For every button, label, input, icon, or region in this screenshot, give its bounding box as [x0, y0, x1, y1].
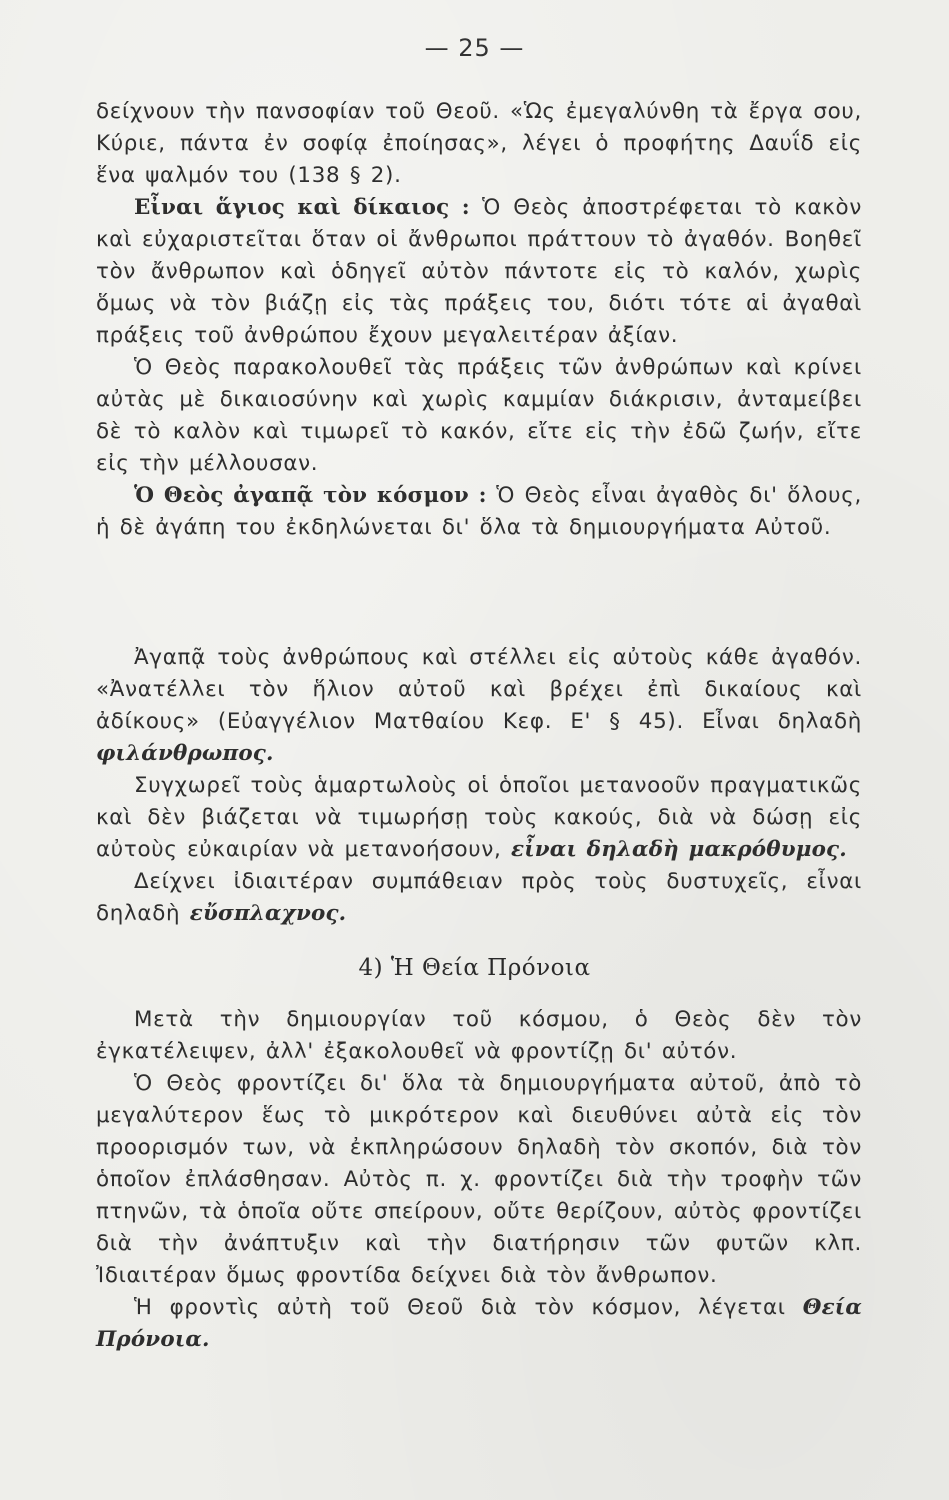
paragraph-heading: Εἶναι ἅγιος καὶ δίκαιος :: [134, 195, 470, 220]
paragraph: [96, 1004, 862, 1068]
paragraph: [96, 96, 862, 192]
paragraph: [96, 1068, 862, 1292]
emphasis-term: εἶναι δηλαδὴ μακρόθυμος.: [510, 837, 847, 862]
paragraph-text: Ὁ Θεὸς εἶναι ἀγαθὸς δι' ὅλους, ἡ δὲ ἀγάπη του ἐκδηλώνεται δι' ὅλα τὰ δημιουργήματα Αὐτοῦ.: [96, 483, 862, 540]
emphasis-term: Θεία Πρόνοια.: [96, 1295, 862, 1352]
paragraph-heading: Ὁ Θεὸς ἀγαπᾷ τὸν κόσμον :: [134, 483, 487, 508]
paragraph-text: Ὁ Θεὸς φροντίζει δι' ὅλα τὰ δημιουργήματα αὐτοῦ, ἀπὸ τὸ μεγαλύτερον ἕως τὸ μικρότερον καὶ διευθύνει αὐτὰ εἰς τὸν προορισμόν των, νὰ ἐκπληρώσουν δηλαδὴ τὸν σκοπόν, διὰ τὸν ὁποῖον ἐπλάσθησαν. Αὐτὸς π. χ. φροντίζει διὰ τὴν τροφὴν τῶν πτηνῶν, τὰ ὁποῖα οὔτε σπείρουν, οὔτε θερίζουν, αὐτὸς φροντίζει διὰ τὴν ἀνάπτυξιν καὶ τὴν διατήρησιν τῶν φυτῶν κλπ. Ἰδιαιτέραν ὅμως φροντίδα δείχνει διὰ τὸν ἄνθρωπον.: [96, 1071, 862, 1288]
text-block-bottom: [96, 1004, 862, 1356]
paragraph-text: Συγχωρεῖ τοὺς ἁμαρτωλοὺς οἱ ὁποῖοι μετανοοῦν πραγματικῶς καὶ δὲν βιάζεται νὰ τιμωρήσῃ τοὺς κακούς, διὰ νὰ δώσῃ εἰς αὐτοὺς εὐκαιρίαν νὰ μετανοήσουν,: [96, 773, 862, 862]
paragraph: [96, 770, 862, 866]
text-block-middle: [96, 642, 862, 930]
paragraph: [96, 192, 862, 352]
paragraph-text: Ὁ Θεὸς ἀποστρέφεται τὸ κακὸν καὶ εὐχαριστεῖται ὅταν οἱ ἄνθρωποι πράττουν τὸ ἀγαθόν. Βοηθεῖ τὸν ἄνθρωπον καὶ ὁδηγεῖ αὐτὸν πάντοτε εἰς τὸ καλόν, χωρὶς ὅμως νὰ τὸν βιάζῃ εἰς τὰς πράξεις του, διότι τότε αἱ ἀγαθαὶ πράξεις τοῦ ἀνθρώπου ἔχουν μεγαλειτέραν ἀξίαν.: [96, 195, 862, 348]
emphasis-term: φιλάνθρωπος.: [96, 741, 274, 766]
paragraph-text: Ἀγαπᾷ τοὺς ἀνθρώπους καὶ στέλλει εἰς αὐτοὺς κάθε ἀγαθόν. «Ἀνατέλλει τὸν ἥλιον αὐτοῦ καὶ βρέχει ἐπὶ δικαίους καὶ ἀδίκους» (Εὐαγγέλιον Ματθαίου Κεφ. Ε' § 45). Εἶναι δηλαδὴ: [96, 645, 862, 734]
paragraph-text: Ὁ Θεὸς παρακολουθεῖ τὰς πράξεις τῶν ἀνθρώπων καὶ κρίνει αὐτὰς μὲ δικαιοσύνην καὶ χωρὶς καμμίαν διάκρισιν, ἀνταμείβει δὲ τὸ καλὸν καὶ τιμωρεῖ τὸ κακόν, εἴτε εἰς τὴν ἐδῶ ζωήν, εἴτε εἰς τὴν μέλλουσαν.: [96, 355, 862, 476]
paragraph: [96, 642, 862, 770]
text-block-top: [96, 96, 862, 544]
paragraph: [96, 866, 862, 930]
paragraph-text: Ἡ φροντὶς αὐτὴ τοῦ Θεοῦ διὰ τὸν κόσμον, λέγεται: [134, 1295, 803, 1320]
paragraph: [96, 352, 862, 480]
paragraph-text: Μετὰ τὴν δημιουργίαν τοῦ κόσμου, ὁ Θεὸς δὲν τὸν ἐγκατέλειψεν, ἀλλ' ἐξακολουθεῖ νὰ φροντίζῃ δι' αὐτόν.: [96, 1007, 862, 1064]
emphasis-term: εὔσπλαχνος.: [189, 901, 347, 926]
section-heading: 4) Ἡ Θεία Πρόνοια: [358, 955, 591, 981]
paragraph: [96, 480, 862, 544]
paragraph: [96, 1292, 862, 1356]
paragraph-text: δείχνουν τὴν πανσοφίαν τοῦ Θεοῦ. «Ὡς ἐμεγαλύνθη τὰ ἔργα σου, Κύριε, πάντα ἐν σοφίᾳ ἐποίησας», λέγει ὁ προφήτης Δαυΐδ εἰς ἕνα ψαλμόν του (138 § 2).: [96, 99, 862, 188]
page-number: — 25 —: [424, 34, 525, 62]
paragraph-text: Δείχνει ἰδιαιτέραν συμπάθειαν πρὸς τοὺς δυστυχεῖς, εἶναι δηλαδὴ: [96, 869, 862, 926]
